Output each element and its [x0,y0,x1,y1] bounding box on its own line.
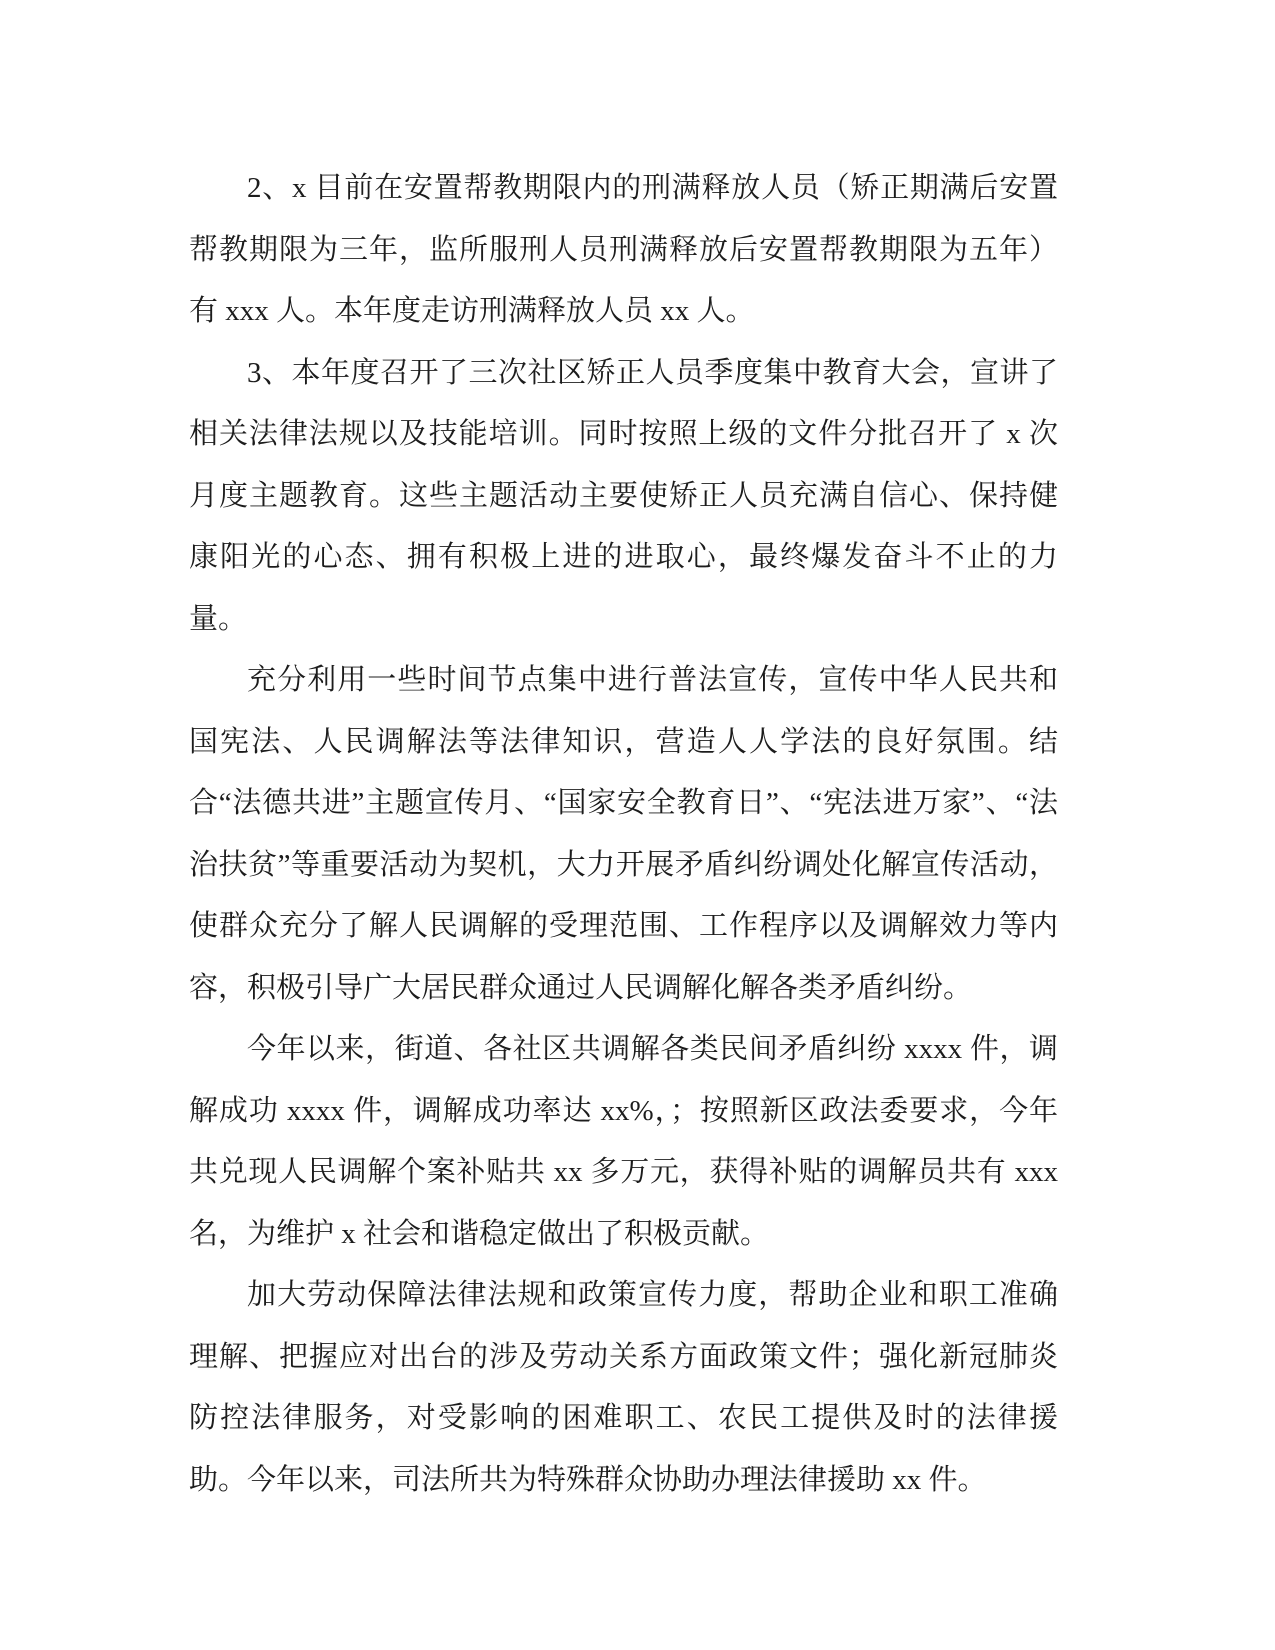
paragraph-resettlement-help-stats: 2、x 目前在安置帮教期限内的刑满释放人员（矫正期满后安置帮教期限为三年，监所服刑人员刑满释放后安置帮教期限为五年）有 xxx 人。本年度走访刑满释放人员 xx 人。 [189,172,1058,327]
paragraph-education-meetings: 3、本年度召开了三次社区矫正人员季度集中教育大会，宣讲了相关法律法规以及技能培训。同时按照上级的文件分批召开了 x 次月度主题教育。这些主题活动主要使矫正人员充满自信心、保持健康阳光的心态、拥有积极上进的进取心，最终爆发奋斗不止的力量。 [189,356,1058,635]
document-body [189,158,1058,1511]
paragraph-law-publicity: 充分利用一些时间节点集中进行普法宣传，宣传中华人民共和国宪法、人民调解法等法律知识，营造人人学法的良好氛围。结合“法德共进”主题宣传月、“国家安全教育日”、“宪法进万家”、“法治扶贫”等重要活动为契机，大力开展矛盾纠纷调处化解宣传活动，使群众充分了解人民调解的受理范围、工作程序以及调解效力等内容，积极引导广大居民群众通过人民调解化解各类矛盾纠纷。 [189,664,1058,1004]
paragraph-labor-legal-aid: 加大劳动保障法律法规和政策宣传力度，帮助企业和职工准确理解、把握应对出台的涉及劳动关系方面政策文件；强化新冠肺炎防控法律服务，对受影响的困难职工、农民工提供及时的法律援助。今年以来，司法所共为特殊群众协助办理法律援助 xx 件。 [189,1279,1058,1496]
paragraph-mediation-stats: 今年以来，街道、各社区共调解各类民间矛盾纠纷 xxxx 件，调解成功 xxxx 件，调解成功率达 xx%，；按照新区政法委要求，今年共兑现人民调解个案补贴共 xx 多万元，获得补贴的调解员共有 xxx 名，为维护 x 社会和谐稳定做出了积极贡献。 [189,1033,1058,1250]
